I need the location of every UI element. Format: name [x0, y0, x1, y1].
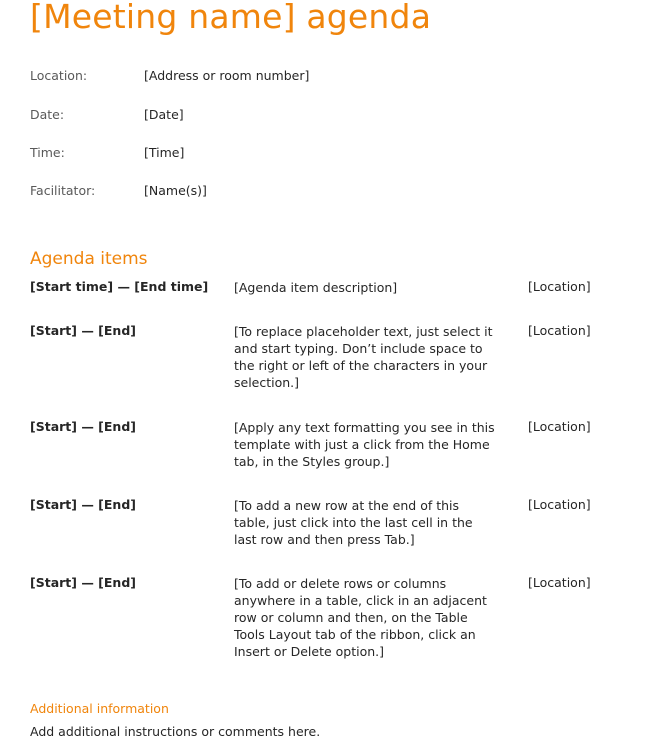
agenda-item-time: [Start] — [End] — [30, 323, 136, 338]
agenda-item-time: [Start] — [End] — [30, 497, 136, 512]
location-value: [Address or room number] — [144, 68, 310, 83]
agenda-item-location: [Location] — [528, 497, 591, 512]
additional-information-text: Add additional instructions or comments here. — [30, 724, 321, 739]
date-label: Date: — [30, 107, 65, 122]
facilitator-value: [Name(s)] — [144, 183, 207, 198]
location-label: Location: — [30, 68, 88, 83]
page-title: [Meeting name] agenda — [30, 0, 432, 36]
facilitator-label: Facilitator: — [30, 183, 96, 198]
additional-information-heading: Additional information — [30, 701, 169, 716]
agenda-item-description: [To add or delete rows or columns anywhere in a table, click in an adjacent row or column and then, on the Table Tools Layout tab of the ribbon, click an Insert or Delete option.] — [234, 576, 487, 659]
agenda-item-time: [Start] — [End] — [30, 575, 136, 590]
agenda-item-time: [Start] — [End] — [30, 419, 136, 434]
agenda-item-description: [Agenda item description] — [234, 280, 398, 295]
agenda-item-description: [Apply any text formatting you see in this template with just a click from the Home tab, in the Styles group.] — [234, 420, 495, 469]
agenda-items-heading: Agenda items — [30, 249, 148, 269]
time-value: [Time] — [144, 145, 185, 160]
agenda-item-location: [Location] — [528, 323, 591, 338]
agenda-item-location: [Location] — [528, 419, 591, 434]
date-value: [Date] — [144, 107, 184, 122]
agenda-item-description: [To replace placeholder text, just select it and start typing. Don’t include space to the right or left of the characters in your selection.] — [234, 324, 493, 390]
agenda-item-time: [Start time] — [End time] — [30, 279, 209, 294]
agenda-item-location: [Location] — [528, 575, 591, 590]
time-label: Time: — [30, 145, 65, 160]
agenda-item-location: [Location] — [528, 279, 591, 294]
agenda-item-description: [To add a new row at the end of this table, just click into the last cell in the last row and then press Tab.] — [234, 498, 473, 547]
